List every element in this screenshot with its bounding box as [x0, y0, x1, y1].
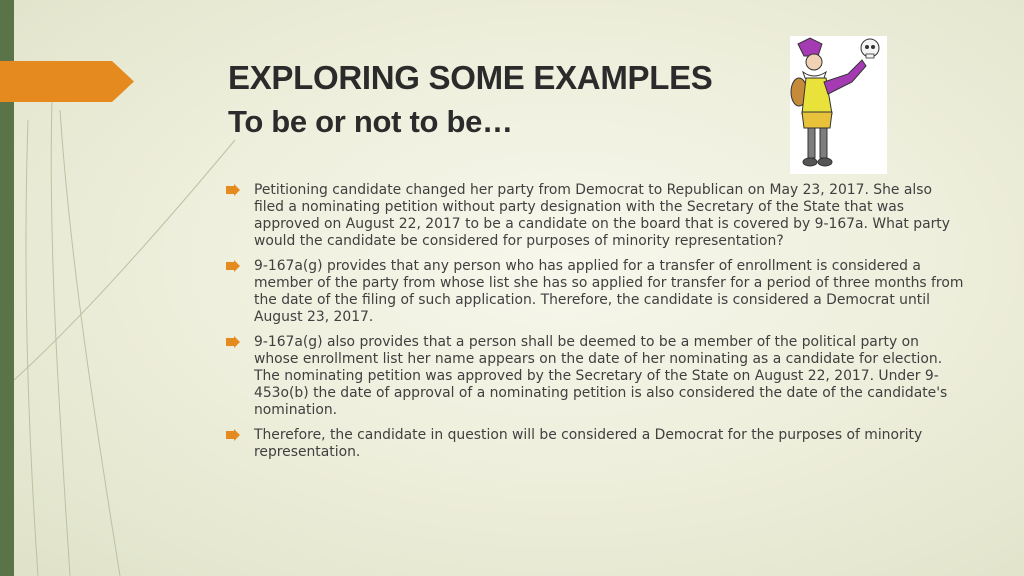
arrow-bullet-icon — [226, 260, 240, 272]
bullet-text: Petitioning candidate changed her party from Democrat to Republican on May 23, 2017. She also filed a nominating petition without party designation with the Secretary of the State that was approved on August 22, 2017 to be a candidate on the board that is covered by 9-167a. What party would the candidate be considered for purposes of minority representation? — [254, 182, 950, 249]
bullet-text: 9-167a(g) provides that any person who has applied for a transfer of enrollment is considered a member of the party from whose list she has so applied for transfer for a period of three months from the date of the filing of such application. Therefore, the candidate is considered a Democrat until August 23, 2017. — [254, 258, 964, 325]
slide-title: EXPLORING SOME EXAMPLES — [228, 59, 713, 96]
slide-subtitle: To be or not to be… — [228, 104, 513, 139]
arrow-bullet-icon — [226, 429, 240, 441]
list-item — [226, 427, 966, 461]
jester-holding-skull-icon — [790, 36, 887, 174]
bullet-text: 9-167a(g) also provides that a person shall be deemed to be a member of the political party on whose enrollment list her name appears on the date of her nominating as a candidate for election. The nominating petition was approved by the Secretary of the State on August 22, 2017. Under 9-453o(b) the date of approval of a nominating petition is also considered the date of the candidate's nomination. — [254, 334, 948, 418]
bullet-list — [226, 182, 966, 469]
list-item — [226, 334, 966, 419]
bullet-text: Therefore, the candidate in question will be considered a Democrat for the purposes of minority representation. — [254, 427, 923, 460]
list-item — [226, 258, 966, 326]
arrow-bullet-icon — [226, 336, 240, 348]
title-block — [228, 56, 768, 144]
arrow-bullet-icon — [226, 184, 240, 196]
orange-arrow-shape — [0, 61, 134, 102]
list-item — [226, 182, 966, 250]
